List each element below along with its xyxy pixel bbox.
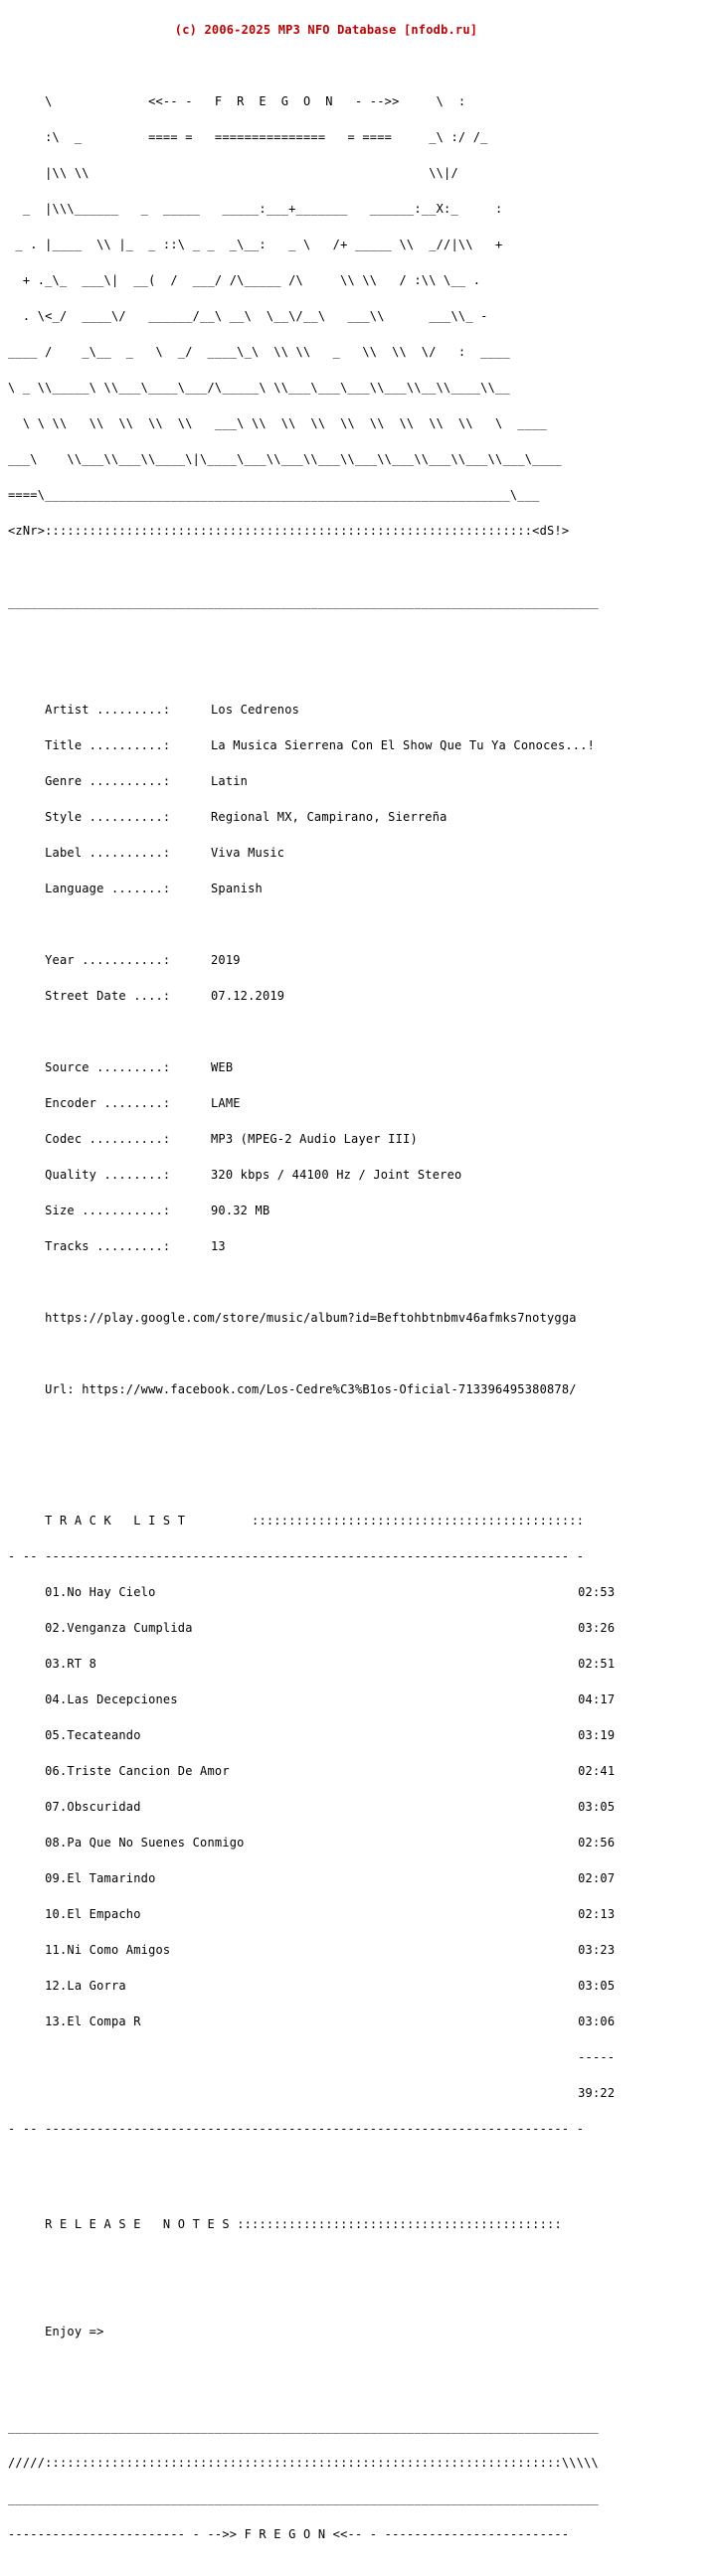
info-row-street-date (8, 990, 644, 1002)
track-name: 10.El Empacho (45, 1907, 141, 1921)
art-line: |\\ \\ \\|/ (8, 166, 458, 180)
track-row (8, 1837, 644, 1849)
track-time: 02:53 (578, 1585, 616, 1599)
art-line: + ._\_ ___\| __( / ___/ /\_____ /\ \\ \\ / :\\ \__ . (8, 273, 481, 287)
art-line: <zNr>::::::::::::::::::::::::::::::::::::::::::::::::::::::::::::::::::<dS!> (8, 524, 570, 538)
info-row-genre (8, 775, 644, 787)
info-row-language (8, 883, 644, 894)
track-row (8, 1622, 644, 1634)
info-row-tracks (8, 1240, 644, 1252)
info-label: Label ..........: (45, 846, 171, 860)
track-time: 02:13 (578, 1907, 616, 1921)
info-label: Genre ..........: (45, 774, 171, 788)
footer-rule: ________________________________________________________________________________ (8, 2492, 599, 2505)
track-time: 03:05 (578, 1800, 616, 1814)
track-name: 05.Tecateando (45, 1728, 141, 1742)
info-label: Artist .........: (45, 703, 171, 717)
track-row (8, 1980, 644, 1992)
art-line: ___\ \\___\\___\\____\|\____\___\\___\\___\\___\\___\\___\\___\\___\____ (8, 452, 562, 466)
tracklist-header: T R A C K L I S T (45, 1514, 186, 1528)
facebook-url-link[interactable]: Url: https://www.facebook.com/Los-Cedre%C3%B1os-Oficial-713396495380878/ (45, 1382, 577, 1396)
track-name: 13.El Compa R (45, 2014, 141, 2028)
track-time: 03:19 (578, 1728, 616, 1742)
track-time: 03:06 (578, 2014, 616, 2028)
track-row (8, 1908, 644, 1920)
art-line: :\ _ ==== = =============== = ==== _\ :/ /_ (8, 130, 488, 144)
art-line: _ |\\\______ _ _____ _____:___+_______ ______:__X:_ : (8, 202, 503, 216)
store-url-link[interactable]: https://play.google.com/store/music/album?id=Beftohbtnbmv46afmks7notygga (45, 1311, 577, 1325)
track-name: 08.Pa Que No Suenes Conmigo (45, 1836, 245, 1850)
footer-dots: /////::::::::::::::::::::::::::::::::::::::::::::::::::::::::::::::::::::::\\\\\ (8, 2456, 599, 2470)
separator-rule: ________________________________________________________________________________ (8, 595, 599, 609)
nfo-document (8, 0, 644, 2576)
track-row (8, 1944, 644, 1956)
tracklist-rule: - -- ----------------------------------------------------------------------- - (8, 2122, 585, 2136)
info-row-artist (8, 704, 644, 716)
art-line: _ . |____ \\ |_ _ ::\ _ _ _\__: _ \ /+ _____ \\ _//|\\ + (8, 238, 503, 251)
track-name: 02.Venganza Cumplida (45, 1621, 193, 1635)
release-notes-header: R E L E A S E N O T E S (45, 2217, 230, 2231)
info-label: Quality ........: (45, 1168, 171, 1182)
info-value: Latin (210, 774, 249, 788)
store-url-row (8, 1312, 644, 1324)
release-notes-section (8, 2194, 644, 2361)
info-label: Language .......: (45, 882, 171, 895)
track-name: 04.Las Decepciones (45, 1692, 178, 1706)
track-row (8, 1872, 644, 1884)
info-value: 90.32 MB (210, 1204, 270, 1217)
track-time: 04:17 (578, 1692, 616, 1706)
track-time: 03:05 (578, 1979, 616, 1993)
info-label: Style ..........: (45, 810, 171, 824)
info-value: LAME (210, 1096, 241, 1110)
art-line: \ \ \\ \\ \\ \\ \\ ___\ \\ \\ \\ \\ \\ \\ \\ \\ \ ____ (8, 416, 547, 430)
track-row (8, 1801, 644, 1813)
info-value: Viva Music (210, 846, 285, 860)
info-label: Encoder ........: (45, 1096, 171, 1110)
info-row-title (8, 739, 644, 751)
info-label: Title ..........: (45, 738, 171, 752)
art-line: ____ / _\__ _ \ _/ ____\_\ \\ \\ _ \\ \\ \/ : ____ (8, 345, 510, 359)
info-value: 13 (210, 1239, 226, 1253)
track-name: 06.Triste Cancion De Amor (45, 1764, 230, 1778)
total-row (8, 2087, 644, 2099)
info-value: La Musica Sierrena Con El Show Que Tu Ya Conoces...! (210, 738, 596, 752)
art-line: \ <<-- - F R E G O N - -->> \ : (8, 94, 466, 108)
info-value: 2019 (210, 953, 241, 967)
track-name: 07.Obscuridad (45, 1800, 141, 1814)
track-time: 02:41 (578, 1764, 616, 1778)
release-notes-text: Enjoy => (45, 2325, 104, 2338)
track-time: 03:26 (578, 1621, 616, 1635)
info-row-quality (8, 1169, 644, 1181)
track-row (8, 1658, 644, 1670)
track-time: 02:51 (578, 1657, 616, 1671)
info-row-year (8, 954, 644, 966)
info-row-source (8, 1061, 644, 1073)
info-value: WEB (210, 1060, 234, 1074)
tracklist-header-row (8, 1515, 644, 1527)
info-row-size (8, 1205, 644, 1216)
track-row (8, 1729, 644, 1741)
tracklist-header-dots: ::::::::::::::::::::::::::::::::::::::::::::: (252, 1514, 585, 1528)
info-value: 320 kbps / 44100 Hz / Joint Stereo (210, 1168, 462, 1182)
total-rule: ----- (578, 2050, 616, 2064)
track-row (8, 1765, 644, 1777)
info-label: Codec ..........: (45, 1132, 171, 1146)
facebook-url-row (8, 1383, 644, 1395)
info-value: Los Cedrenos (210, 703, 300, 717)
total-rule-row (8, 2051, 644, 2063)
art-line: . \<_/ ____\/ ______/__\ __\ \__\/__\ ___\\ ___\\_ - (8, 309, 488, 323)
art-line: ====\_______________________________________________________________\___ (8, 488, 540, 502)
info-row-style (8, 811, 644, 823)
info-row-encoder (8, 1097, 644, 1109)
info-row-codec (8, 1133, 644, 1145)
track-name: 09.El Tamarindo (45, 1871, 156, 1885)
info-value: MP3 (MPEG-2 Audio Layer III) (210, 1132, 418, 1146)
track-name: 11.Ni Como Amigos (45, 1943, 171, 1957)
info-row-label (8, 847, 644, 859)
ascii-art-logo (8, 72, 644, 561)
track-time: 03:23 (578, 1943, 616, 1957)
track-name: 03.RT 8 (45, 1657, 97, 1671)
info-label: Year ...........: (45, 953, 171, 967)
info-label: Size ...........: (45, 1204, 171, 1217)
info-label: Street Date ....: (45, 989, 171, 1003)
copyright-header: (c) 2006-2025 MP3 NFO Database [nfodb.ru] (174, 23, 478, 37)
art-line: \ _ \\_____\ \\___\____\___/\_____\ \\___\___\___\\___\\__\\____\\__ (8, 381, 510, 395)
track-name: 01.No Hay Cielo (45, 1585, 156, 1599)
track-time: 02:07 (578, 1871, 616, 1885)
info-value: 07.12.2019 (210, 989, 285, 1003)
footer-signature: ------------------------ - -->> F R E G O N <<-- - ------------------------- (8, 2527, 570, 2541)
track-row (8, 1586, 644, 1598)
track-time: 02:56 (578, 1836, 616, 1850)
info-value: Regional MX, Campirano, Sierreña (210, 810, 448, 824)
track-row (8, 2015, 644, 2027)
info-value: Spanish (210, 882, 263, 895)
tracklist-section (8, 1491, 644, 2159)
info-label: Source .........: (45, 1060, 171, 1074)
track-name: 12.La Gorra (45, 1979, 126, 1993)
info-label: Tracks .........: (45, 1239, 171, 1253)
track-row (8, 1693, 644, 1705)
release-info (8, 680, 644, 1455)
release-notes-text-row (8, 2326, 644, 2337)
total-time: 39:22 (578, 2086, 616, 2100)
release-notes-header-row (8, 2218, 644, 2230)
footer-rule: ________________________________________________________________________________ (8, 2420, 599, 2434)
release-notes-header-dots: :::::::::::::::::::::::::::::::::::::::::::: (237, 2217, 562, 2231)
tracklist-rule: - -- ----------------------------------------------------------------------- - (8, 1549, 585, 1563)
footer (8, 2397, 644, 2564)
